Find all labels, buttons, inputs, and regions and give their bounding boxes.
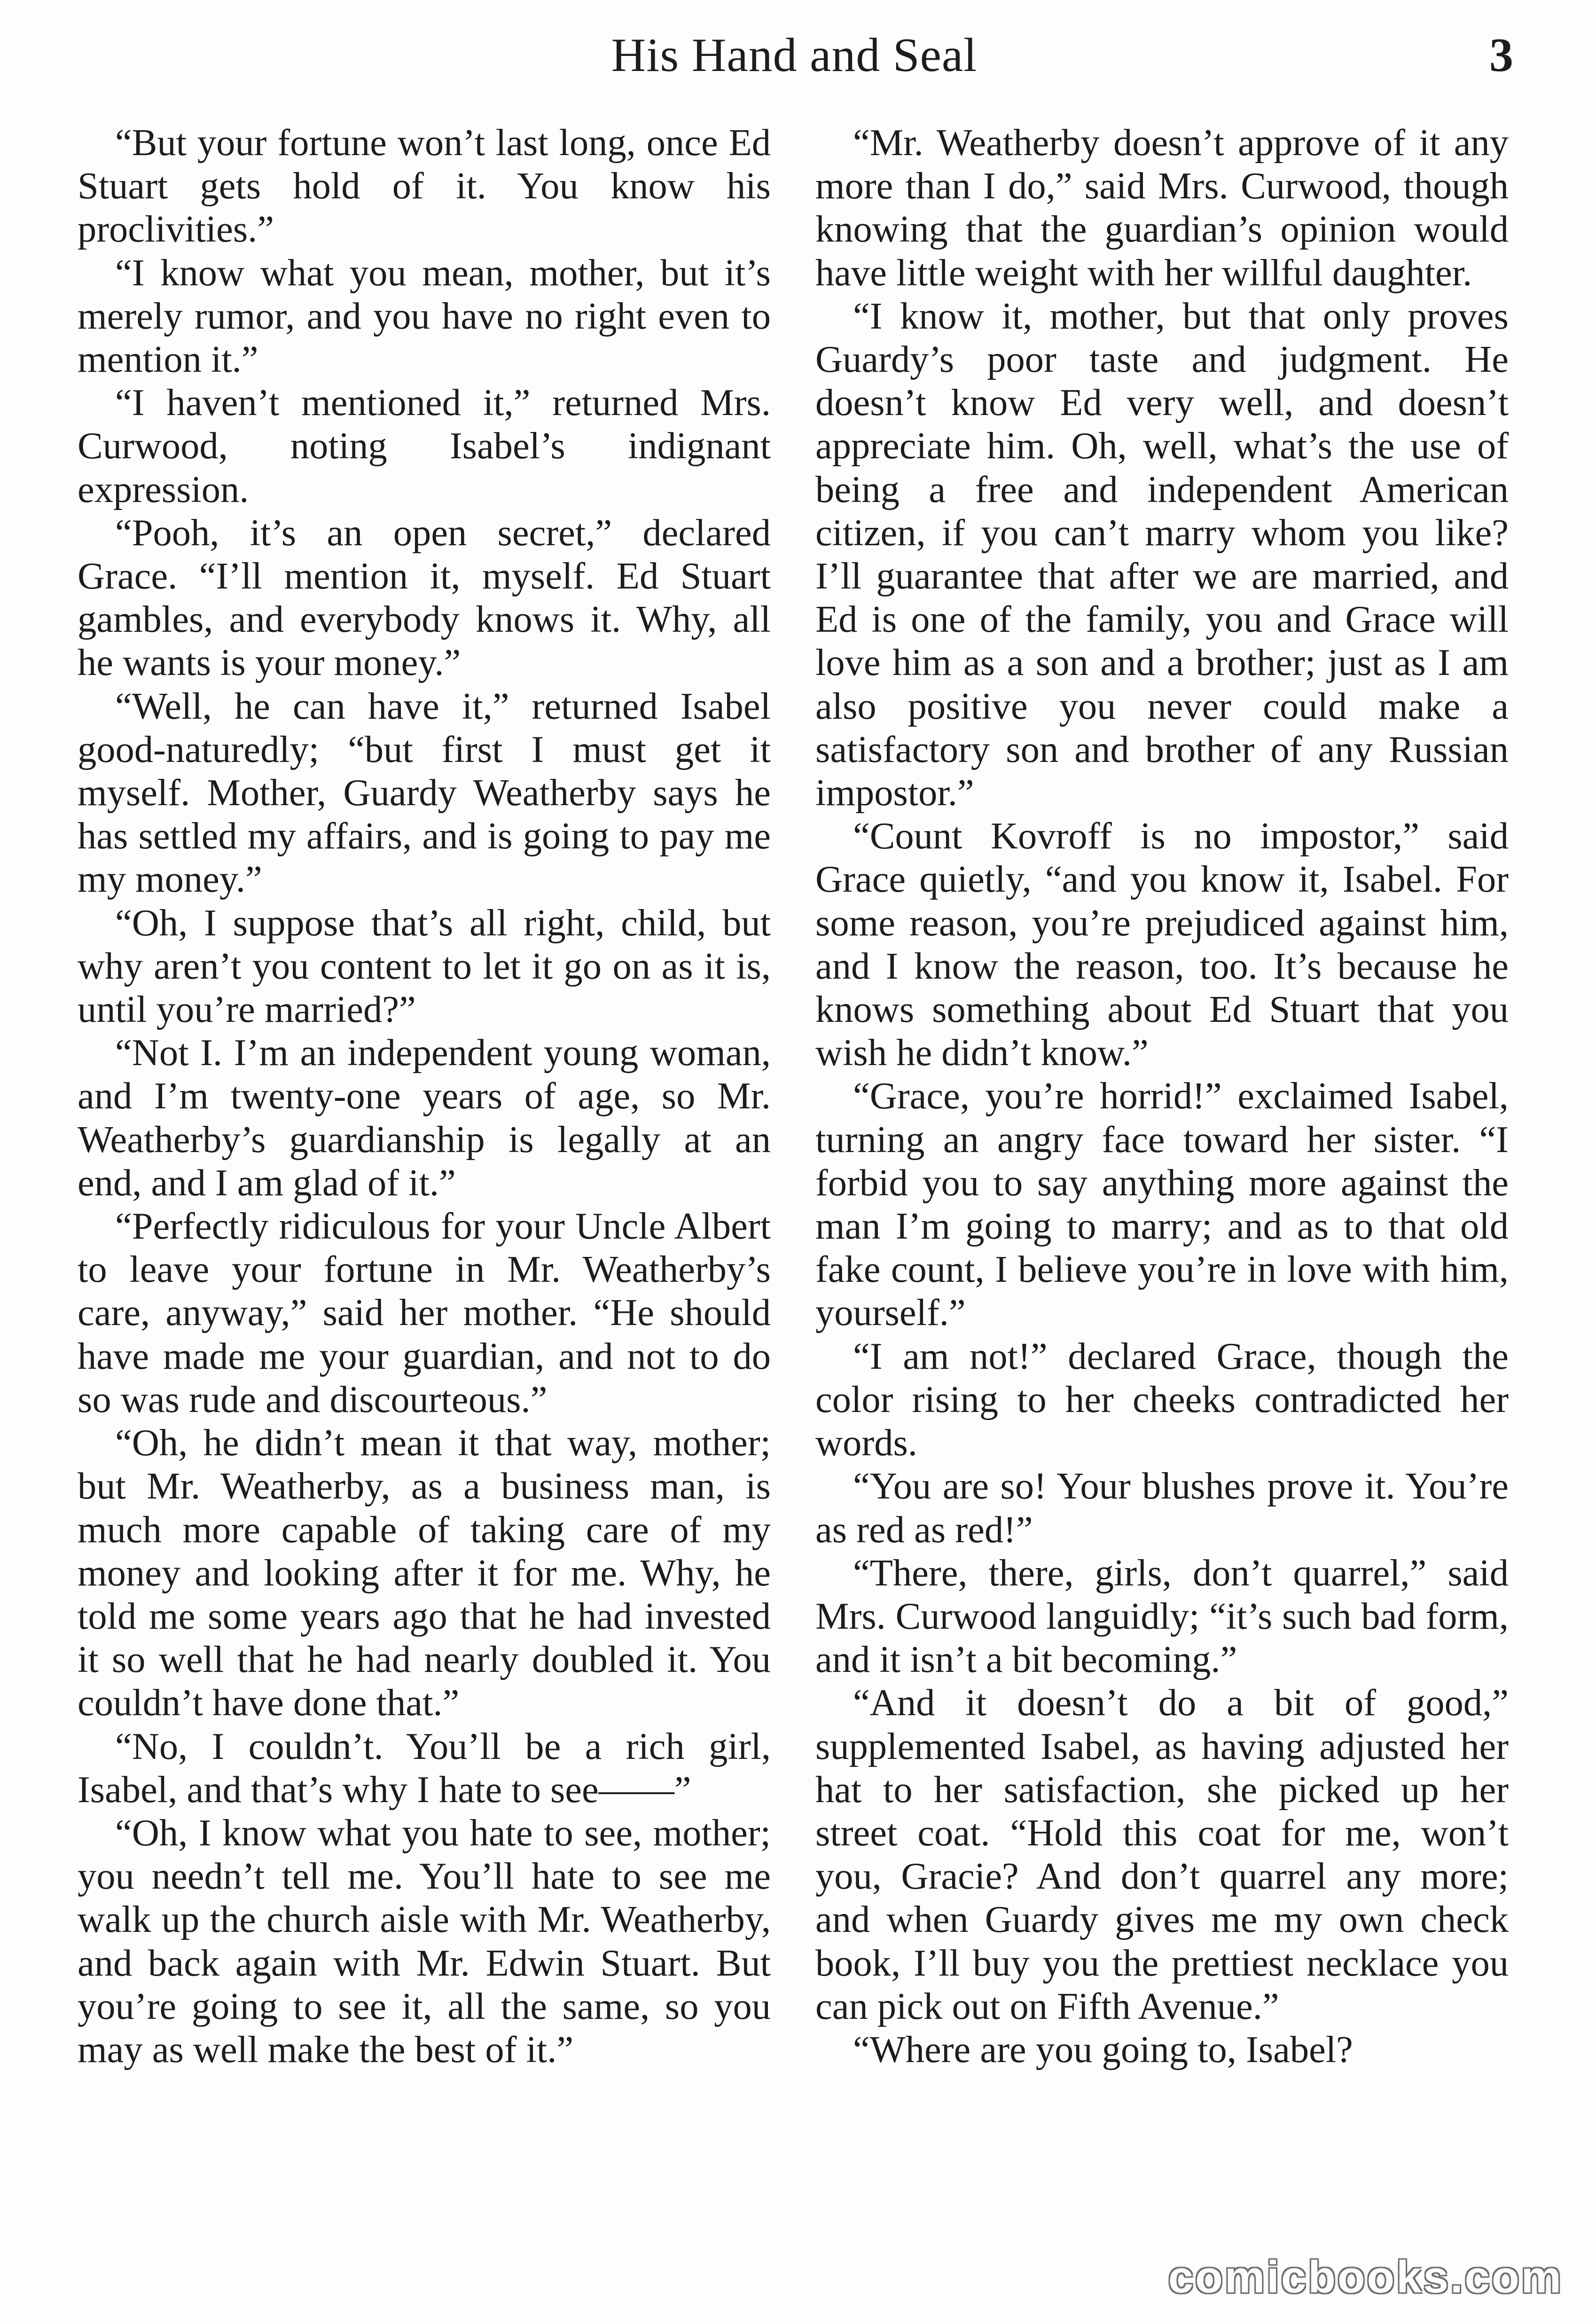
paragraph: “Oh, I suppose that’s all right, child, but why aren’t you content to let it go on as it is, until you’re married?” bbox=[78, 902, 771, 1031]
paragraph: “I know it, mother, but that only proves Guardy’s poor taste and judgment. He doesn’t know Ed very well, and doesn’t appreciate him. Oh, well, what’s the use of being a free and independent American citizen, if you can’t marry whom you like? I’ll guarantee that after we are married, and Ed is one of the family, you and Grace will love him as a son and a brother; just as I am also positive you never could make a satisfactory son and brother of any Russian impostor.” bbox=[815, 295, 1509, 814]
paragraph: “I know what you mean, mother, but it’s merely rumor, and you have no right even to mention it.” bbox=[78, 251, 771, 381]
running-title: His Hand and Seal bbox=[611, 29, 978, 82]
paragraph: “Grace, you’re horrid!” exclaimed Isabel, turning an angry face toward her sister. “I forbid you to say anything more against the man I’m going to marry; and as to that old fake count, I believe you’re in love with him, yourself.” bbox=[815, 1075, 1509, 1334]
paragraph: “No, I couldn’t. You’ll be a rich girl, Isabel, and that’s why I hate to see——” bbox=[78, 1725, 771, 1811]
site-watermark: comicbooks.com bbox=[1168, 2252, 1563, 2302]
paragraph: “Pooh, it’s an open secret,” declared Grace. “I’ll mention it, myself. Ed Stuart gambles, and everybody knows it. Why, all he wants is your money.” bbox=[78, 511, 771, 684]
paragraph: “Perfectly ridiculous for your Uncle Albert to leave your fortune in Mr. Weatherby’s care, anyway,” said her mother. “He should have made me your guardian, and not to do so was rude and discourteous.” bbox=[78, 1205, 771, 1420]
paragraph: “I haven’t mentioned it,” returned Mrs. Curwood, noting Isabel’s indignant expression. bbox=[78, 382, 771, 510]
page-number: 3 bbox=[1489, 29, 1513, 82]
paragraph: “Count Kovroff is no impostor,” said Grace quietly, “and you know it, Isabel. For some reason, you’re prejudiced against him, and I know the reason, too. It’s because he knows something about Ed Stuart that you wish he didn’t know.” bbox=[815, 815, 1509, 1074]
paragraph: “Well, he can have it,” returned Isabel good-naturedly; “but first I must get it myself. Mother, Guardy Weatherby says he has settled my affairs, and is going to pay me my money.” bbox=[78, 685, 771, 901]
paragraph: “I am not!” declared Grace, though the color rising to her cheeks contradicted her words. bbox=[815, 1335, 1509, 1464]
paragraph: “You are so! Your blushes prove it. You’re as red as red!” bbox=[815, 1465, 1509, 1551]
paragraph: “Oh, I know what you hate to see, mother; you needn’t tell me. You’ll hate to see me walk up the church aisle with Mr. Weatherby, and back again with Mr. Edwin Stuart. But you’re going to see it, all the same, so you may as well make the best of it.” bbox=[78, 1812, 771, 2071]
page-header bbox=[75, 27, 1513, 84]
paragraph: “But your fortune won’t last long, once Ed Stuart gets hold of it. You know his proclivities.” bbox=[78, 122, 771, 251]
paragraph: “And it doesn’t do a bit of good,” supplemented Isabel, as having adjusted her hat to her satisfaction, she picked up her street coat. “Hold this coat for me, won’t you, Gracie? And don’t quarrel any more; and when Guardy gives me my own check book, I’ll buy you the prettiest necklace you can pick out on Fifth Avenue.” bbox=[815, 1682, 1509, 2027]
paragraph: “Where are you going to, Isabel? bbox=[853, 2028, 1353, 2071]
right-column bbox=[815, 121, 1509, 2071]
left-column bbox=[78, 121, 771, 2071]
paragraph: “There, there, girls, don’t quarrel,” said Mrs. Curwood languidly; “it’s such bad form, and it isn’t a bit becoming.” bbox=[815, 1552, 1509, 1681]
paragraph: “Oh, he didn’t mean it that way, mother; but Mr. Weatherby, as a business man, is much more capable of taking care of my money and looking after it for me. Why, he told me some years ago that he had invested it so well that he had nearly doubled it. You couldn’t have done that.” bbox=[78, 1422, 771, 1724]
paragraph: “Not I. I’m an independent young woman, and I’m twenty-one years of age, so Mr. Weatherby’s guardianship is legally at an end, and I am glad of it.” bbox=[78, 1032, 771, 1204]
paragraph: “Mr. Weatherby doesn’t approve of it any more than I do,” said Mrs. Curwood, though knowing that the guardian’s opinion would have little weight with her willful daughter. bbox=[815, 122, 1509, 294]
